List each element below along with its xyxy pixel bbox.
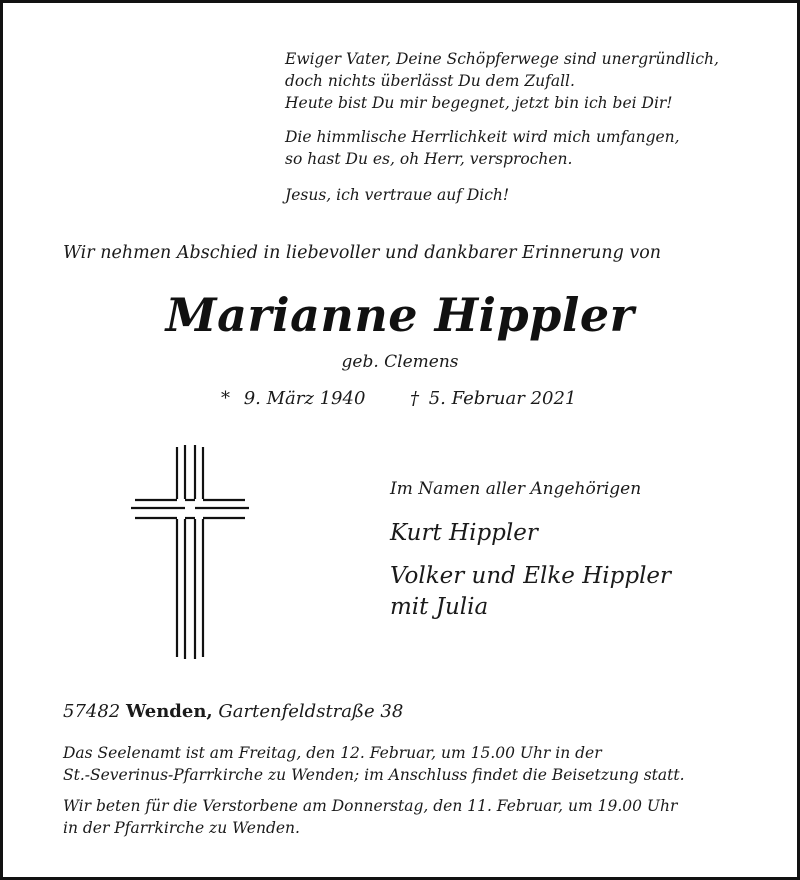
notice-line: in der Pfarrkirche zu Wenden.: [63, 819, 300, 837]
poem-stanza-1: [285, 48, 719, 114]
requiem-notice: [63, 742, 685, 786]
poem-line: Die himmlische Herrlichkeit wird mich umfangen,: [285, 128, 680, 146]
death-symbol: †: [410, 388, 419, 409]
mourners-heading: Im Namen aller Angehörigen: [390, 479, 642, 499]
farewell-intro: Wir nehmen Abschied in liebevoller und dankbarer Erinnerung von: [63, 243, 662, 263]
notice-line: St.-Severinus-Pfarrkirche zu Wenden; im Anschluss findet die Beisetzung statt.: [63, 766, 685, 784]
death-date-row: [410, 388, 576, 409]
prayer-notice: [63, 795, 677, 839]
deceased-name: Marianne Hippler: [165, 288, 635, 342]
poem-line: Ewiger Vater, Deine Schöpferwege sind unergründlich,: [285, 50, 719, 68]
birth-date: 9. März 1940: [243, 388, 366, 409]
poem-line: so hast Du es, oh Herr, versprochen.: [285, 150, 573, 168]
poem-stanza-3: [285, 184, 509, 206]
birth-name: geb. Clemens: [341, 352, 459, 372]
birth-date-row: [221, 388, 365, 409]
death-date: 5. Februar 2021: [428, 388, 577, 409]
mourner-name: mit Julia: [390, 594, 489, 620]
mourner-name: Volker und Elke Hippler: [390, 563, 672, 589]
address-street: Gartenfeldstraße 38: [218, 701, 404, 722]
birth-symbol: *: [221, 388, 230, 409]
mourning-address: [63, 701, 403, 722]
poem-line: Heute bist Du mir begegnet, jetzt bin ich bei Dir!: [285, 94, 673, 112]
poem-stanza-2: [285, 126, 680, 170]
latin-cross-icon: [129, 445, 251, 659]
notice-line: Wir beten für die Verstorbene am Donnerstag, den 11. Februar, um 19.00 Uhr: [63, 797, 678, 815]
address-city: Wenden,: [126, 701, 213, 722]
poem-line: doch nichts überlässt Du dem Zufall.: [285, 72, 575, 90]
mourner-name: Kurt Hippler: [390, 520, 538, 546]
address-postcode: 57482: [63, 701, 121, 722]
poem-line: Jesus, ich vertraue auf Dich!: [285, 186, 510, 204]
notice-line: Das Seelenamt ist am Freitag, den 12. Februar, um 15.00 Uhr in der: [63, 744, 602, 762]
